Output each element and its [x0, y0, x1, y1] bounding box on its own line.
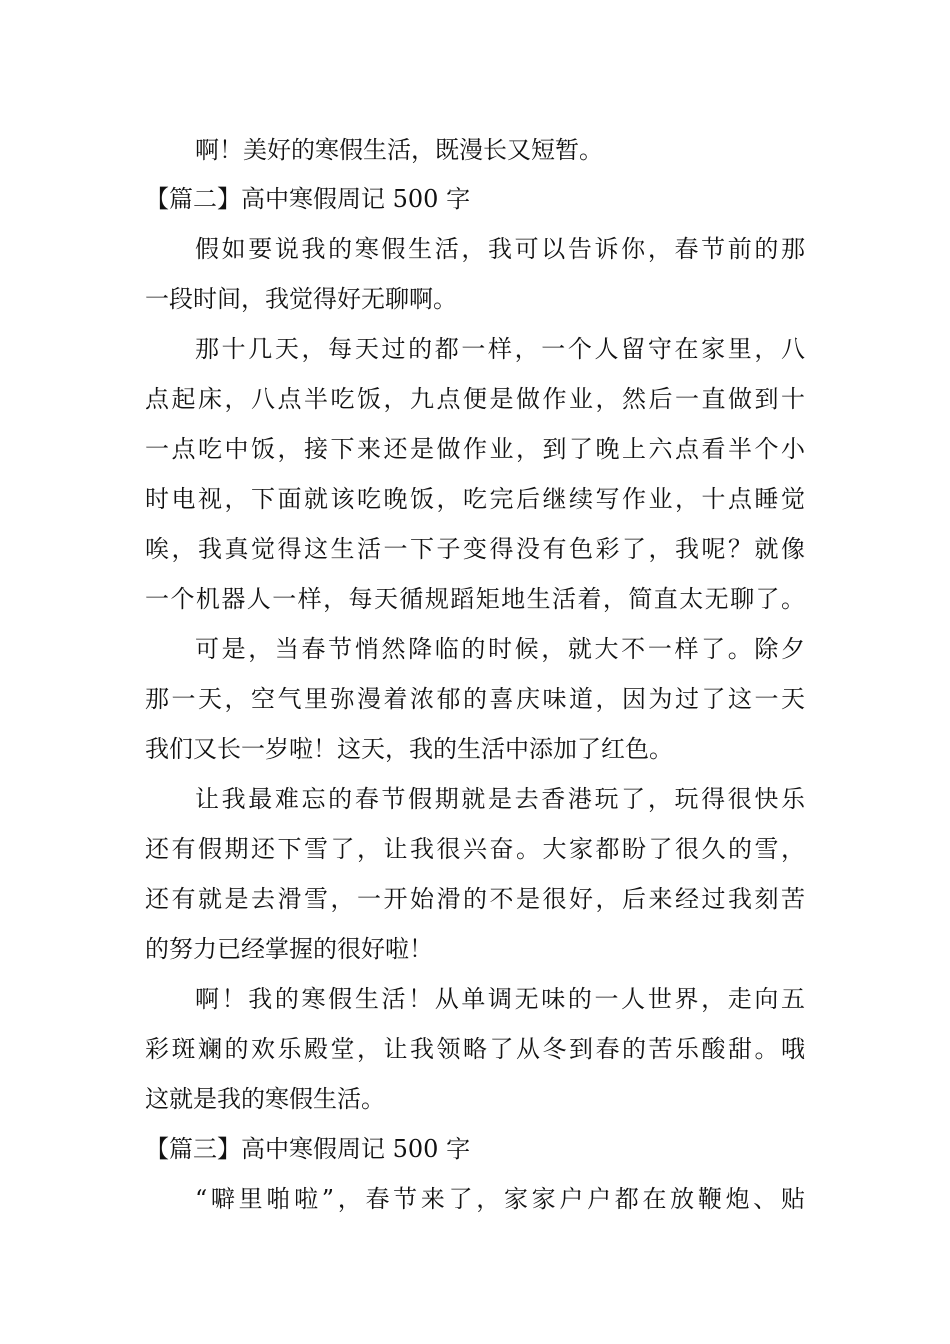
- paragraph-line-8: 时电视，下面就该吃晚饭，吃完后继续写作业，十点睡觉: [145, 485, 805, 513]
- paragraph-line-7: 一点吃中饭，接下来还是做作业，到了晚上六点看半个小: [145, 435, 805, 463]
- paragraph-line-19: 彩斑斓的欢乐殿堂，让我领略了从冬到春的苦乐酸甜。哦: [145, 1035, 805, 1063]
- paragraph-line-6: 点起床，八点半吃饭，九点便是做作业，然后一直做到十: [145, 385, 805, 413]
- paragraph-line-15: 还有假期还下雪了，让我很兴奋。大家都盼了很久的雪，: [145, 835, 805, 863]
- paragraph-line-11: 可是，当春节悄然降临的时候，就大不一样了。除夕: [195, 635, 805, 663]
- paragraph-line-1: 啊！美好的寒假生活，既漫长又短暂。: [195, 136, 603, 164]
- paragraph-line-18: 啊！我的寒假生活！从单调无味的一人世界，走向五: [195, 985, 805, 1013]
- paragraph-line-9: 唉，我真觉得这生活一下子变得没有色彩了，我呢？就像: [145, 535, 805, 563]
- paragraph-line-14: 让我最难忘的春节假期就是去香港玩了，玩得很快乐: [195, 785, 805, 813]
- section-heading-2: 【篇二】高中寒假周记 500 字: [145, 185, 471, 213]
- paragraph-line-12: 那一天，空气里弥漫着浓郁的喜庆味道，因为过了这一天: [145, 685, 805, 713]
- section-heading-3: 【篇三】高中寒假周记 500 字: [145, 1135, 471, 1163]
- paragraph-line-5: 那十几天，每天过的都一样，一个人留守在家里，八: [195, 335, 805, 363]
- paragraph-line-10: 一个机器人一样，每天循规蹈矩地生活着，简直太无聊了。: [145, 585, 805, 613]
- paragraph-line-20: 这就是我的寒假生活。: [145, 1085, 385, 1113]
- paragraph-line-22: “噼里啪啦”，春节来了，家家户户都在放鞭炮、贴: [195, 1185, 805, 1213]
- paragraph-line-4: 一段时间，我觉得好无聊啊。: [145, 285, 457, 313]
- paragraph-line-3: 假如要说我的寒假生活，我可以告诉你，春节前的那: [195, 235, 805, 263]
- paragraph-line-17: 的努力已经掌握的很好啦！: [145, 935, 433, 963]
- paragraph-line-16: 还有就是去滑雪，一开始滑的不是很好，后来经过我刻苦: [145, 885, 805, 913]
- paragraph-line-13: 我们又长一岁啦！这天，我的生活中添加了红色。: [145, 735, 673, 763]
